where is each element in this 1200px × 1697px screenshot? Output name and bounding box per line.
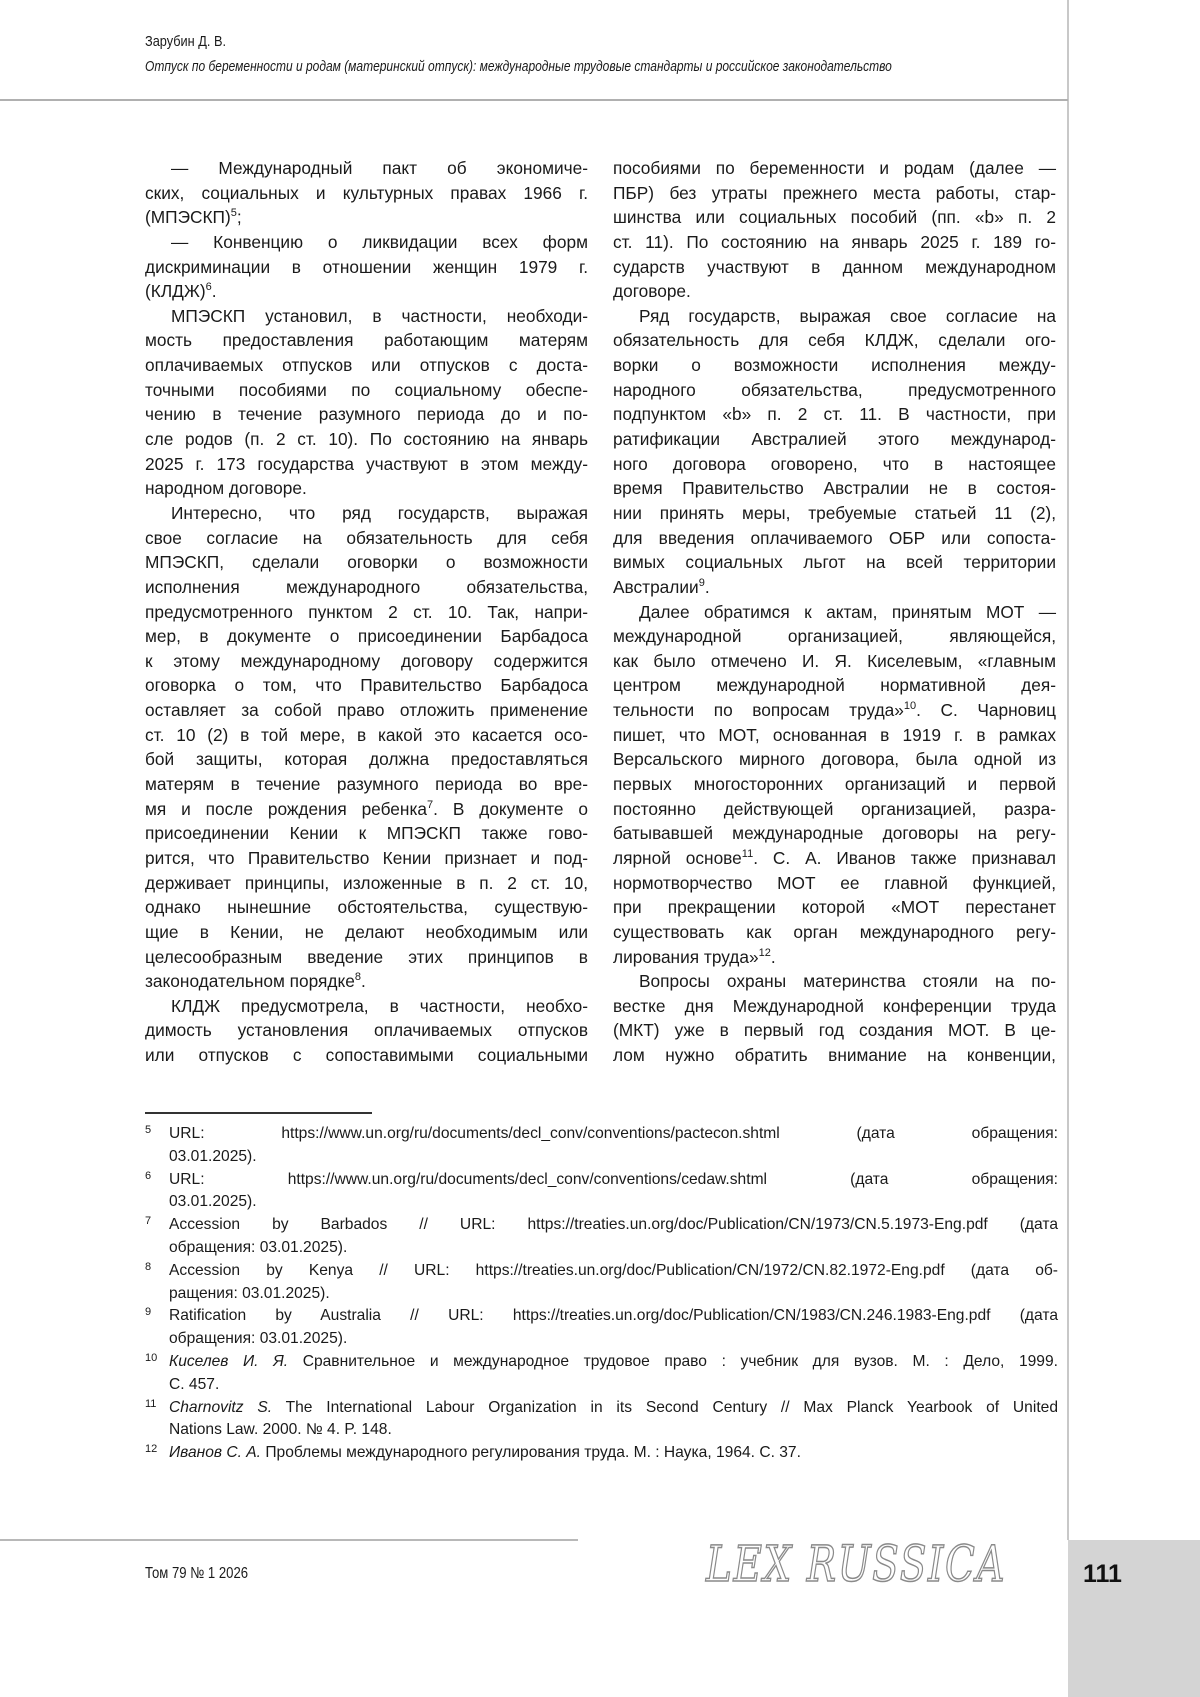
footnote-number: 5 (145, 1124, 152, 1136)
text-line: однако нынешние обстоятельства, существую- (145, 897, 588, 918)
text-line: при прекращении которой «МОТ перестанет (613, 897, 1056, 918)
text-line: рится, что Правительство Кении признает и под- (145, 847, 588, 868)
text-line: время Правительство Австралии не в состоя- (613, 478, 1056, 499)
footnote-line: Киселев И. Я. Сравнительное и международное трудовое право : учебник для вузов. М. : Дело, 1999. (169, 1352, 1058, 1370)
text-line: ских, социальных и культурных правах 1966 г. (145, 182, 588, 203)
footnote-line: 03.01.2025). (169, 1193, 257, 1211)
text-line: ст. 10 (2) в той мере, в какой это касается осо- (145, 724, 588, 745)
text-line: обязательность для себя КЛДЖ, сделали ого- (613, 330, 1056, 351)
text-line: вимых социальных льгот на всей территории (613, 552, 1056, 573)
text-line: Далее обратимся к актам, принятым МОТ — (639, 601, 1056, 622)
paragraph (613, 304, 1056, 600)
footnote (145, 1351, 1058, 1397)
footnote (145, 1305, 1058, 1351)
text-line: Австралии$^9$. (613, 576, 710, 597)
text-line: оговорка о том, что Правительство Барбадоса (145, 675, 588, 696)
footnote-ref: 9 (698, 576, 705, 589)
text-line: ного договора оговорено, что в настоящее (613, 453, 1056, 474)
text-line: лом нужно обратить внимание на конвенции, (613, 1045, 1056, 1066)
footnote-line: Accession by Barbados // URL: https://treaties.un.org/doc/Publication/CN/1973/CN.5.1973-Eng.pdf (дата (169, 1216, 1058, 1234)
text-line: (МПЭСКП)$^5$; (145, 207, 242, 228)
text-line: Интересно, что ряд государств, выражая (171, 502, 588, 523)
footnote-line: обращения: 03.01.2025). (169, 1330, 348, 1348)
text-line: КЛДЖ предусмотрела, в частности, необхо- (171, 995, 588, 1016)
footnote-number: 7 (145, 1215, 152, 1228)
text-line: — Конвенцию о ликвидации всех форм (171, 231, 588, 252)
footnote-ref: 11 (741, 847, 754, 860)
page-number: 111 (1083, 1560, 1122, 1588)
text-line: к этому международному договору содержится (145, 650, 588, 671)
text-line: матерям в течение разумного периода во вре- (145, 774, 588, 795)
text-line: свое согласие на обязательность для себя (145, 527, 588, 548)
text-line: законодательном порядке$^8$. (145, 971, 366, 992)
paragraph (145, 304, 588, 501)
footnotes (145, 1123, 1058, 1465)
text-line: исполнения международного обязательства, (145, 576, 588, 597)
text-column-right (613, 156, 1056, 1068)
footnote-ref: 10 (903, 700, 917, 713)
footnote-line: URL: https://www.un.org/ru/documents/decl_conv/conventions/cedaw.shtml (дата обращения: (169, 1170, 1058, 1188)
text-line: мя и после рождения ребенка$^7$. В документе о (145, 798, 588, 819)
issue-info: Том 79 № 1 2026 (145, 1565, 249, 1582)
running-header-title: Отпуск по беременности и родам (материнский отпуск): международные трудовые стандарты и российское законодательство (145, 58, 892, 75)
text-line: димость установления оплачиваемых отпусков (145, 1020, 588, 1041)
text-line: присоединении Кении к МПЭСКП также гово- (145, 823, 588, 844)
footnote-number: 10 (145, 1351, 158, 1364)
text-line: нормотворчество МОТ ее главной функцией, (613, 872, 1056, 893)
footnote (145, 1123, 1058, 1169)
footnote-author: Киселев И. Я. (169, 1352, 289, 1370)
paragraph (145, 230, 588, 304)
text-line: или отпусков с сопоставимыми социальными (145, 1045, 588, 1066)
footnote-ref: 6 (205, 281, 212, 294)
footnote-line: Ratification by Australia // URL: https://treaties.un.org/doc/Publication/CN/1983/CN.246.1983-Eng.pdf (дата (169, 1307, 1058, 1325)
footnote-line: URL: https://www.un.org/ru/documents/decl_conv/conventions/pactecon.shtml (дата обращения: (169, 1125, 1058, 1142)
footnote (145, 1260, 1058, 1306)
text-line: лирования труда»$^{12}$. (613, 946, 776, 967)
footnote (145, 1169, 1058, 1215)
page-number-box (1068, 1540, 1200, 1697)
text-line: точными пособиями по социальному обеспе- (145, 379, 588, 400)
footnote-line: С. 457. (169, 1375, 220, 1393)
text-line: подпунктом «b» п. 2 ст. 11. В частности, при (613, 404, 1056, 425)
text-line: дискриминации в отношении женщин 1979 г. (145, 256, 588, 277)
footnote-number: 8 (145, 1260, 152, 1273)
text-line: вестке дня Международной конференции труда (613, 995, 1056, 1016)
footnote-ref: 7 (427, 798, 434, 811)
footnote-ref: 8 (354, 971, 361, 984)
text-line: (МКТ) уже в первый год создания МОТ. В це- (613, 1020, 1056, 1041)
text-line: МПЭСКП, сделали оговорки о возможности (145, 552, 588, 573)
footnote-author: Иванов С. А. (169, 1444, 262, 1462)
paragraph (613, 969, 1056, 1068)
text-line: народного обязательства, предусмотренного (613, 379, 1056, 400)
footnote (145, 1442, 1058, 1465)
footer-rule (0, 1539, 578, 1541)
text-line: для введения оплачиваемого ОБР или сопоста- (613, 527, 1056, 548)
paragraph (613, 600, 1056, 970)
footnote-line: Иванов С. А. Проблемы международного регулирования труда. М. : Наука, 1964. С. 37. (169, 1444, 801, 1462)
footnote-line: 03.01.2025). (169, 1147, 257, 1165)
text-line: МПЭСКП установил, в частности, необходи- (171, 305, 588, 326)
footnote-author: Charnovitz S. (169, 1398, 273, 1416)
text-line: целесообразным введение этих принципов в (145, 946, 588, 967)
text-line: центром международной нормативной дея- (613, 675, 1056, 696)
text-line: (КЛДЖ)$^6$. (145, 281, 217, 302)
text-line: договоре. (613, 281, 691, 302)
footnote-number: 12 (145, 1443, 158, 1456)
text-line: постоянно действующей организацией, разра- (613, 798, 1056, 819)
text-line: первых многосторонних организаций и первой (613, 774, 1056, 795)
text-line: существовать как орган международного регу- (613, 921, 1056, 942)
text-line: тельности по вопросам труда»$^{10}$. С. Чарновиц (613, 700, 1056, 721)
footnote-line: Charnovitz S. The International Labour Organization in its Second Century // Max Planck Yearbook of United (169, 1398, 1058, 1416)
footnote-number: 6 (145, 1169, 152, 1182)
text-line: батывавшей международные договоры на регу- (613, 823, 1056, 844)
text-line: ПБР) без утраты прежнего места работы, стар- (613, 182, 1056, 203)
text-line: предусмотренного пунктом 2 ст. 10. Так, напри- (145, 601, 588, 622)
text-line: щие в Кении, не делают необходимым или (145, 921, 588, 942)
text-column-left (145, 156, 588, 1068)
text-line: мость предоставления работающим матерям (145, 330, 588, 351)
footnote-line: Nations Law. 2000. № 4. P. 148. (169, 1421, 392, 1439)
text-line: ст. 11). По состоянию на январь 2025 г. 189 го- (613, 231, 1056, 252)
text-line: сударств участвуют в данном международном (613, 256, 1056, 277)
text-line: как было отмечено И. Я. Киселевым, «главным (613, 650, 1056, 671)
text-line: ратификации Австралией этого международ- (613, 429, 1056, 450)
text-line: — Международный пакт об экономиче- (171, 158, 588, 178)
paragraph (145, 501, 588, 994)
text-line: держивает принципы, изложенные в п. 2 ст. 10, (145, 872, 588, 893)
text-line: Вопросы охраны материнства стояли на по- (639, 971, 1056, 992)
header-rule (0, 99, 1068, 101)
text-line: бой защиты, которая должна предоставляться (145, 749, 588, 770)
footnote-line: Accession by Kenya // URL: https://treaties.un.org/doc/Publication/CN/1972/CN.82.1972-Eng.pdf (дата об- (169, 1261, 1058, 1279)
text-line: нии принять меры, требуемые статьей 11 (2), (613, 502, 1056, 523)
text-line: оплачиваемых отпусков или отпусков с доста- (145, 355, 588, 376)
text-line: лярной основе$^{11}$. С. А. Иванов также признавал (613, 847, 1056, 868)
footnote-line: обращения: 03.01.2025). (169, 1238, 348, 1256)
footnote-separator (145, 1112, 372, 1114)
text-line: ворки о возможности исполнения между- (613, 355, 1056, 376)
paragraph (145, 994, 588, 1068)
footnote-line: ращения: 03.01.2025). (169, 1284, 330, 1302)
footnote (145, 1397, 1058, 1443)
text-line: Ряд государств, выражая свое согласие на (639, 305, 1056, 326)
text-line: народном договоре. (145, 478, 307, 499)
running-header-author: Зарубин Д. В. (145, 33, 227, 50)
footnote-number: 11 (145, 1397, 157, 1410)
text-line: шинства или социальных пособий (пп. «b» п. 2 (613, 207, 1056, 228)
right-margin-rule (1067, 0, 1069, 1540)
text-line: 2025 г. 173 государства участвуют в этом между- (145, 453, 588, 474)
text-line: оставляет за собой право отложить применение (145, 700, 588, 721)
footnote-ref: 5 (230, 207, 237, 220)
text-line: международной организацией, являющейся, (613, 626, 1056, 647)
text-line: мер, в документе о присоединении Барбадоса (145, 626, 588, 647)
paragraph (145, 156, 588, 230)
journal-logo: LEX RUSSICA (706, 1535, 1007, 1593)
text-line: чению в течение разумного периода до и по- (145, 404, 588, 425)
text-line: пособиями по беременности и родам (далее — (613, 158, 1056, 178)
footnote-ref: 12 (758, 946, 771, 959)
text-line: пишет, что МОТ, основанная в 1919 г. в рамках (613, 724, 1056, 745)
text-line: сле родов (п. 2 ст. 10). По состоянию на январь (145, 429, 588, 450)
footnote-number: 9 (145, 1306, 152, 1319)
footnote (145, 1214, 1058, 1260)
paragraph (613, 156, 1056, 304)
text-line: Версальского мирного договора, была одной из (613, 749, 1056, 770)
